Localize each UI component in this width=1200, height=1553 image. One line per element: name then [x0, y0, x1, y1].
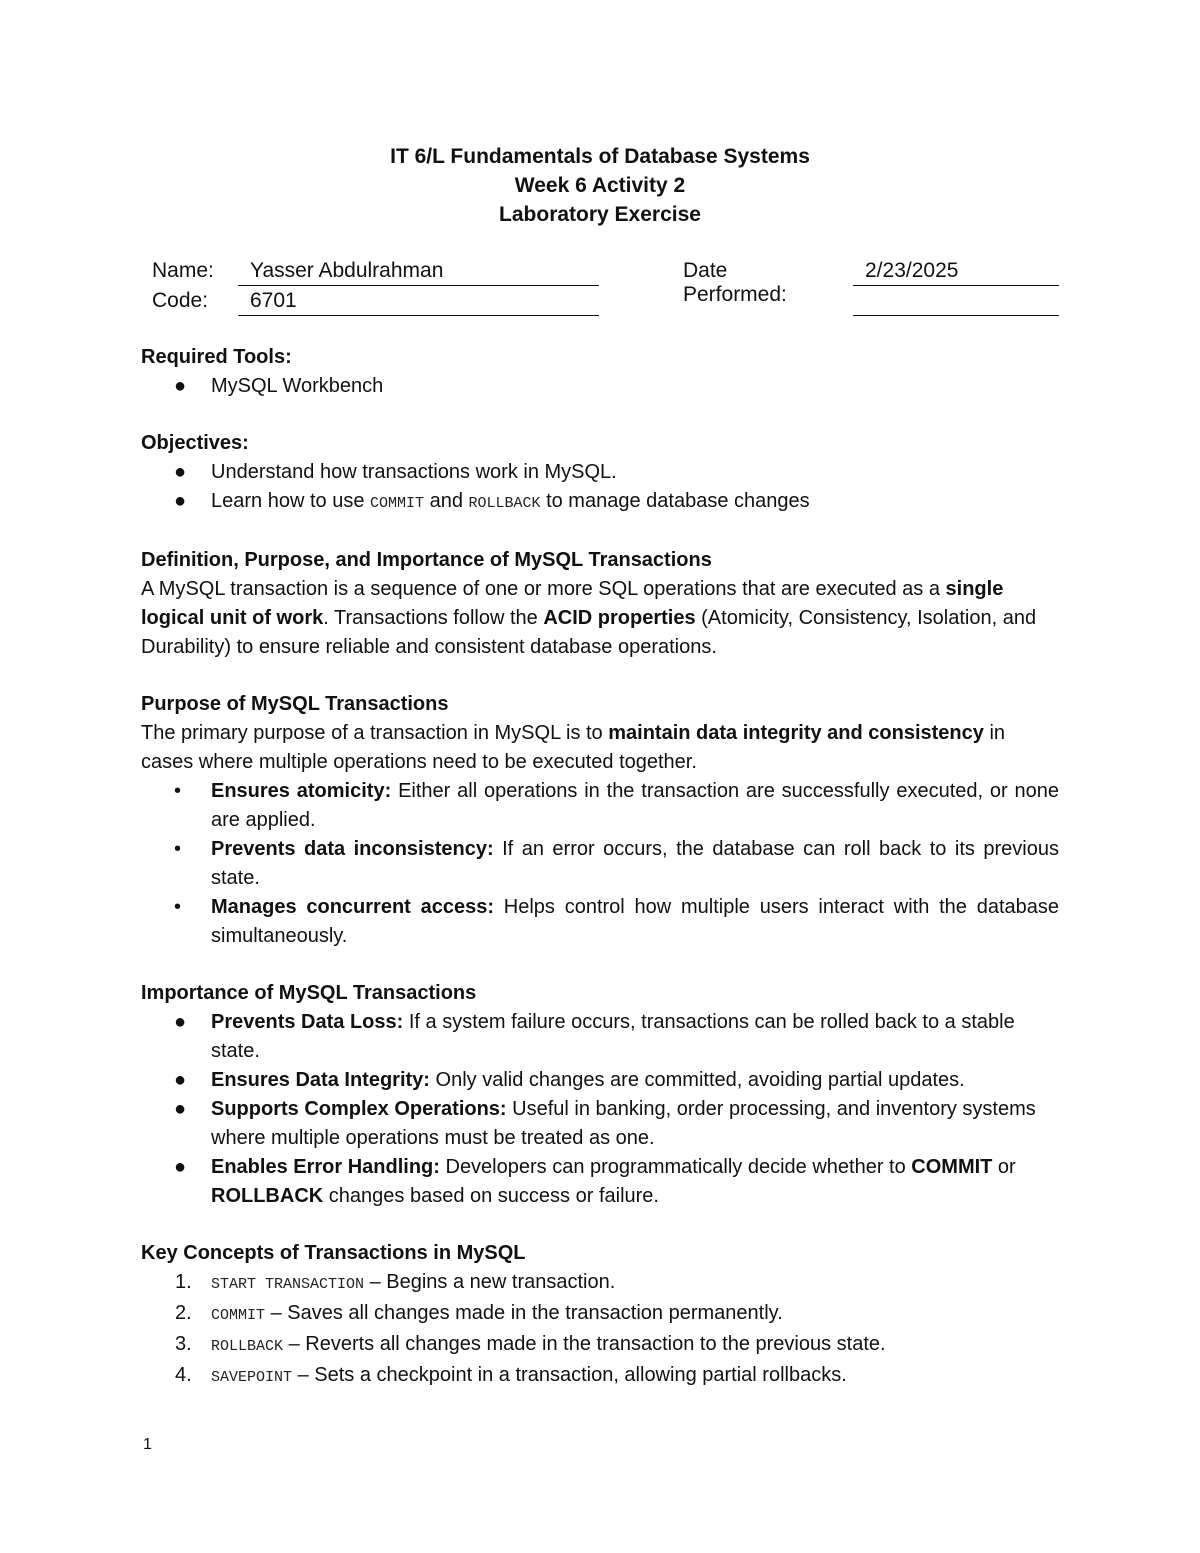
code-field: 6701 [238, 289, 599, 316]
required-tools-section [141, 343, 1059, 401]
bullet-icon: ● [174, 490, 187, 512]
list-item: 3. ROLLBACK – Reverts all changes made in the transaction to the previous state. [175, 1333, 886, 1355]
code-label: Code: [152, 289, 209, 312]
exercise-type: Laboratory Exercise [499, 203, 701, 226]
course-title: IT 6/L Fundamentals of Database Systems [390, 145, 810, 168]
key-concepts-section [141, 1239, 1059, 1392]
list-item: 2. COMMIT – Saves all changes made in the transaction permanently. [175, 1302, 783, 1324]
title-block [0, 142, 1200, 229]
list-item: ● Enables Error Handling: Developers can programmatically decide whether to COMMIT or ROLLBACK changes based on success or failure. [141, 1153, 1059, 1211]
importance-list [141, 1008, 1059, 1211]
list-item: ● Ensures Data Integrity: Only valid changes are committed, avoiding partial updates. [141, 1066, 1059, 1095]
list-item: • Prevents data inconsistency: If an error occurs, the database can roll back to its previous state. [141, 835, 1059, 893]
definition-section [141, 546, 1059, 662]
week-title: Week 6 Activity 2 [514, 174, 686, 197]
list-item: • Ensures atomicity: Either all operations in the transaction are successfully executed, or none are applied. [141, 777, 1059, 835]
bullet-icon: ● [174, 1011, 187, 1033]
bullet-icon: ● [174, 375, 187, 397]
list-item: ● Understand how transactions work in MySQL. [141, 458, 1059, 487]
definition-paragraph: A MySQL transaction is a sequence of one or more SQL operations that are executed as a single logical unit of work. Transactions follow the ACID properties (Atomicity, Consistency, Isolation, and Durability) to ensure reliable and consistent database operations. [141, 578, 1037, 658]
importance-heading: Importance of MySQL Transactions [141, 982, 477, 1004]
commit-keyword: COMMIT [370, 495, 425, 512]
bullet-icon: ● [174, 461, 187, 483]
bullet-icon: ● [174, 1098, 187, 1120]
date-label: Date Performed: [683, 259, 787, 306]
blank-field [853, 289, 1059, 316]
importance-section [141, 979, 1059, 1211]
bullet-icon: ● [174, 1156, 187, 1178]
objectives-section [141, 429, 1059, 518]
list-item: ● Prevents Data Loss: If a system failure occurs, transactions can be rolled back to a stable state. [141, 1008, 1059, 1066]
key-concepts-heading: Key Concepts of Transactions in MySQL [141, 1242, 526, 1264]
objectives-list [141, 458, 1059, 518]
required-tools-heading: Required Tools: [141, 346, 292, 368]
date-field: 2/23/2025 [853, 259, 1059, 286]
purpose-section [141, 690, 1059, 951]
list-item: ● MySQL Workbench [141, 372, 1059, 401]
list-item: ● Learn how to use COMMIT and ROLLBACK to manage database changes [141, 487, 1059, 518]
required-tools-list [141, 372, 1059, 401]
document-body [141, 343, 1059, 1392]
list-item: 4. SAVEPOINT – Sets a checkpoint in a transaction, allowing partial rollbacks. [175, 1364, 847, 1386]
rollback-keyword: ROLLBACK [468, 495, 541, 512]
name-label: Name: [152, 259, 214, 282]
list-item: 1. START TRANSACTION – Begins a new transaction. [175, 1271, 616, 1293]
bullet-icon: • [174, 838, 182, 860]
name-field: Yasser Abdulrahman [238, 259, 599, 286]
list-item: ● Supports Complex Operations: Useful in banking, order processing, and inventory systems where multiple operations must be treated as one. [141, 1095, 1059, 1153]
bullet-icon: • [174, 896, 182, 918]
page-number: 1 [143, 1436, 152, 1453]
purpose-list [141, 777, 1059, 951]
purpose-paragraph: The primary purpose of a transaction in MySQL is to maintain data integrity and consistency in cases where multiple operations need to be executed together. [141, 722, 1006, 773]
objectives-heading: Objectives: [141, 432, 249, 454]
list-item: • Manages concurrent access: Helps control how multiple users interact with the database simultaneously. [141, 893, 1059, 951]
key-concepts-list [141, 1268, 1059, 1392]
bullet-icon: ● [174, 1069, 187, 1091]
bullet-icon: • [174, 780, 182, 802]
definition-heading: Definition, Purpose, and Importance of MySQL Transactions [141, 549, 712, 571]
purpose-heading: Purpose of MySQL Transactions [141, 693, 449, 715]
